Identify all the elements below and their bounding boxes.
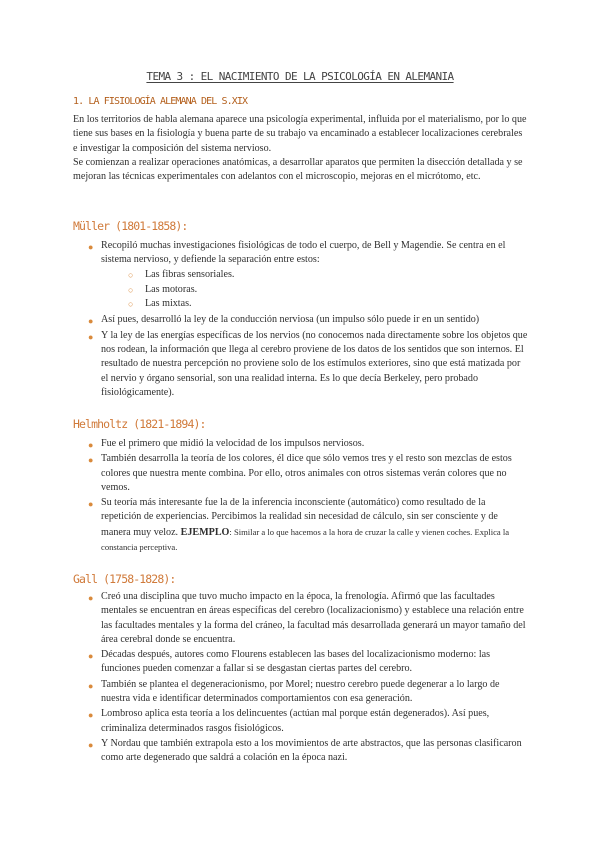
circle-bullet-icon: ○ xyxy=(128,269,134,280)
bullet-icon: ● xyxy=(88,316,94,327)
list-item: ● Y la ley de las energías específicas de los nervios (no conocemos nada directamente sobre los objetos que nos rodean, la información que llega al cerebro proviene de los datos de los sentidos que son internos. El resultado de nuestra percepción no proviene solo de los estímulos exteriores, sino que está matizada por el nervio y órgano sensorial, son una realidad interna. Es lo que decía Berkeley, pero probado fisiológicamente). xyxy=(88,329,528,398)
intro-paragraph-2: Se comienzan a realizar operaciones anatómicas, a desarrollar aparatos que permiten la disección detallada y se mejoran las técnicas experimentales con adelantos con el microscopio, mejoras en el micrótomo, etc. xyxy=(73,157,523,183)
list-item: ● Y Nordau que también extrapola esto a los movimientos de arte abstractos, que las personas clasificaron como arte degenerado que saldrá a colación en la época nazi. xyxy=(88,737,522,764)
muller-list xyxy=(73,239,528,401)
bullet-icon: ● xyxy=(88,593,94,603)
bullet-icon: ● xyxy=(88,680,94,691)
list-item: ● También desarrolla la teoría de los colores, él dice que sólo vemos tres y el resto son mezclas de estos colores que nuestra mente combina. Por ello, otros animales con otros sistemas verán colores que no vemos. xyxy=(88,453,512,493)
helmholtz-list xyxy=(73,437,528,556)
list-item: ● Su teoría más interesante fue la de la inferencia inconsciente (automático) como resultado de la repetición de experiencias. Percibimos la realidad sin necesidad de cálculo, sin ser consciente y de manera muy veloz. EJEMPLO: Similar a lo que hacemos a la hora de cruzar la calle y vienen coches. Explica la constancia perceptiva. xyxy=(88,497,510,553)
heading-helmholtz: Helmholtz (1821-1894): xyxy=(73,417,206,431)
sub-list-item: ○ Las fibras sensoriales. xyxy=(101,268,528,283)
sub-list-item: ○ Las mixtas. xyxy=(101,297,528,312)
bullet-icon: ● xyxy=(88,440,94,450)
bullet-icon: ● xyxy=(88,455,94,466)
intro-paragraph-1: En los territorios de habla alemana aparece una psicología experimental, influida por el materialismo, por lo que tiene sus bases en la fisiología y buena parte de su trabajo va encaminado a establecer localizaciones cerebrales e investigar la composición del sistema nervioso. xyxy=(73,114,527,154)
sub-list-item: ○ Las motoras. xyxy=(101,283,528,298)
list-item: ● Así pues, desarrolló la ley de la conducción nerviosa (un impulso sólo puede ir en un sentido) xyxy=(73,313,528,327)
document-title: TEMA 3 : EL NACIMIENTO DE LA PSICOLOGÍA EN ALEMANIA xyxy=(146,70,454,83)
list-item: ● Lombroso aplica esta teoría a los delincuentes (actúan mal porque están degenerados). Así pues, criminaliza determinados rasgos fisiológicos. xyxy=(88,708,490,734)
list-item: ● Décadas después, autores como Flourens establecen las bases del localizacionismo moderno: las funciones pueden comenzar a fallar si se desgastan ciertas partes del cerebro. xyxy=(88,649,491,675)
heading-muller: Müller (1801-1858): xyxy=(73,219,188,233)
list-item: ● Creó una disciplina que tuvo mucho impacto en la época, la frenología. Afirmó que las facultades mentales se encuentran en áreas específicas del cerebro (localizacionismo) y establece una relación entre las facultades mentales y la forma del cráneo, la facultad más desarrollada generará un mayor tamaño del área cerebral donde se encuentra. xyxy=(88,591,526,645)
list-item: ● Recopiló muchas investigaciones fisiológicas de todo el cuerpo, de Bell y Magendie. Se centra en el sistema nervioso, y defiende la separación entre estos: ○ Las fibras sensoriales. ○ Las motoras. ○ Las mixtas. xyxy=(73,239,528,312)
circle-bullet-icon: ○ xyxy=(128,284,134,295)
example-text: : Similar a lo que hacemos a la hora de cruzar la calle y vienen coches. Explica la constancia perceptiva. xyxy=(101,526,510,553)
circle-bullet-icon: ○ xyxy=(128,299,134,310)
bullet-icon: ● xyxy=(88,242,94,252)
heading-gall: Gall (1758-1828): xyxy=(73,572,176,586)
section-heading-fisiologia: 1. LA FISIOLOGÍA ALEMANA DEL S.XIX xyxy=(73,96,248,107)
gall-list xyxy=(73,590,528,767)
bullet-icon: ● xyxy=(88,739,94,750)
bullet-icon: ● xyxy=(88,710,94,721)
bullet-icon: ● xyxy=(88,331,94,342)
bullet-icon: ● xyxy=(88,651,94,662)
example-label: EJEMPLO xyxy=(180,526,230,538)
list-item: ● También se plantea el degeneracionismo, por Morel; nuestro cerebro puede degenerar a lo largo de nuestra vida e identificar determinados comportamientos con esa generación. xyxy=(88,678,500,705)
bullet-icon: ● xyxy=(88,499,94,510)
list-item: ● Fue el primero que midió la velocidad de los impulsos nerviosos. xyxy=(73,437,528,451)
sub-list xyxy=(101,268,528,313)
